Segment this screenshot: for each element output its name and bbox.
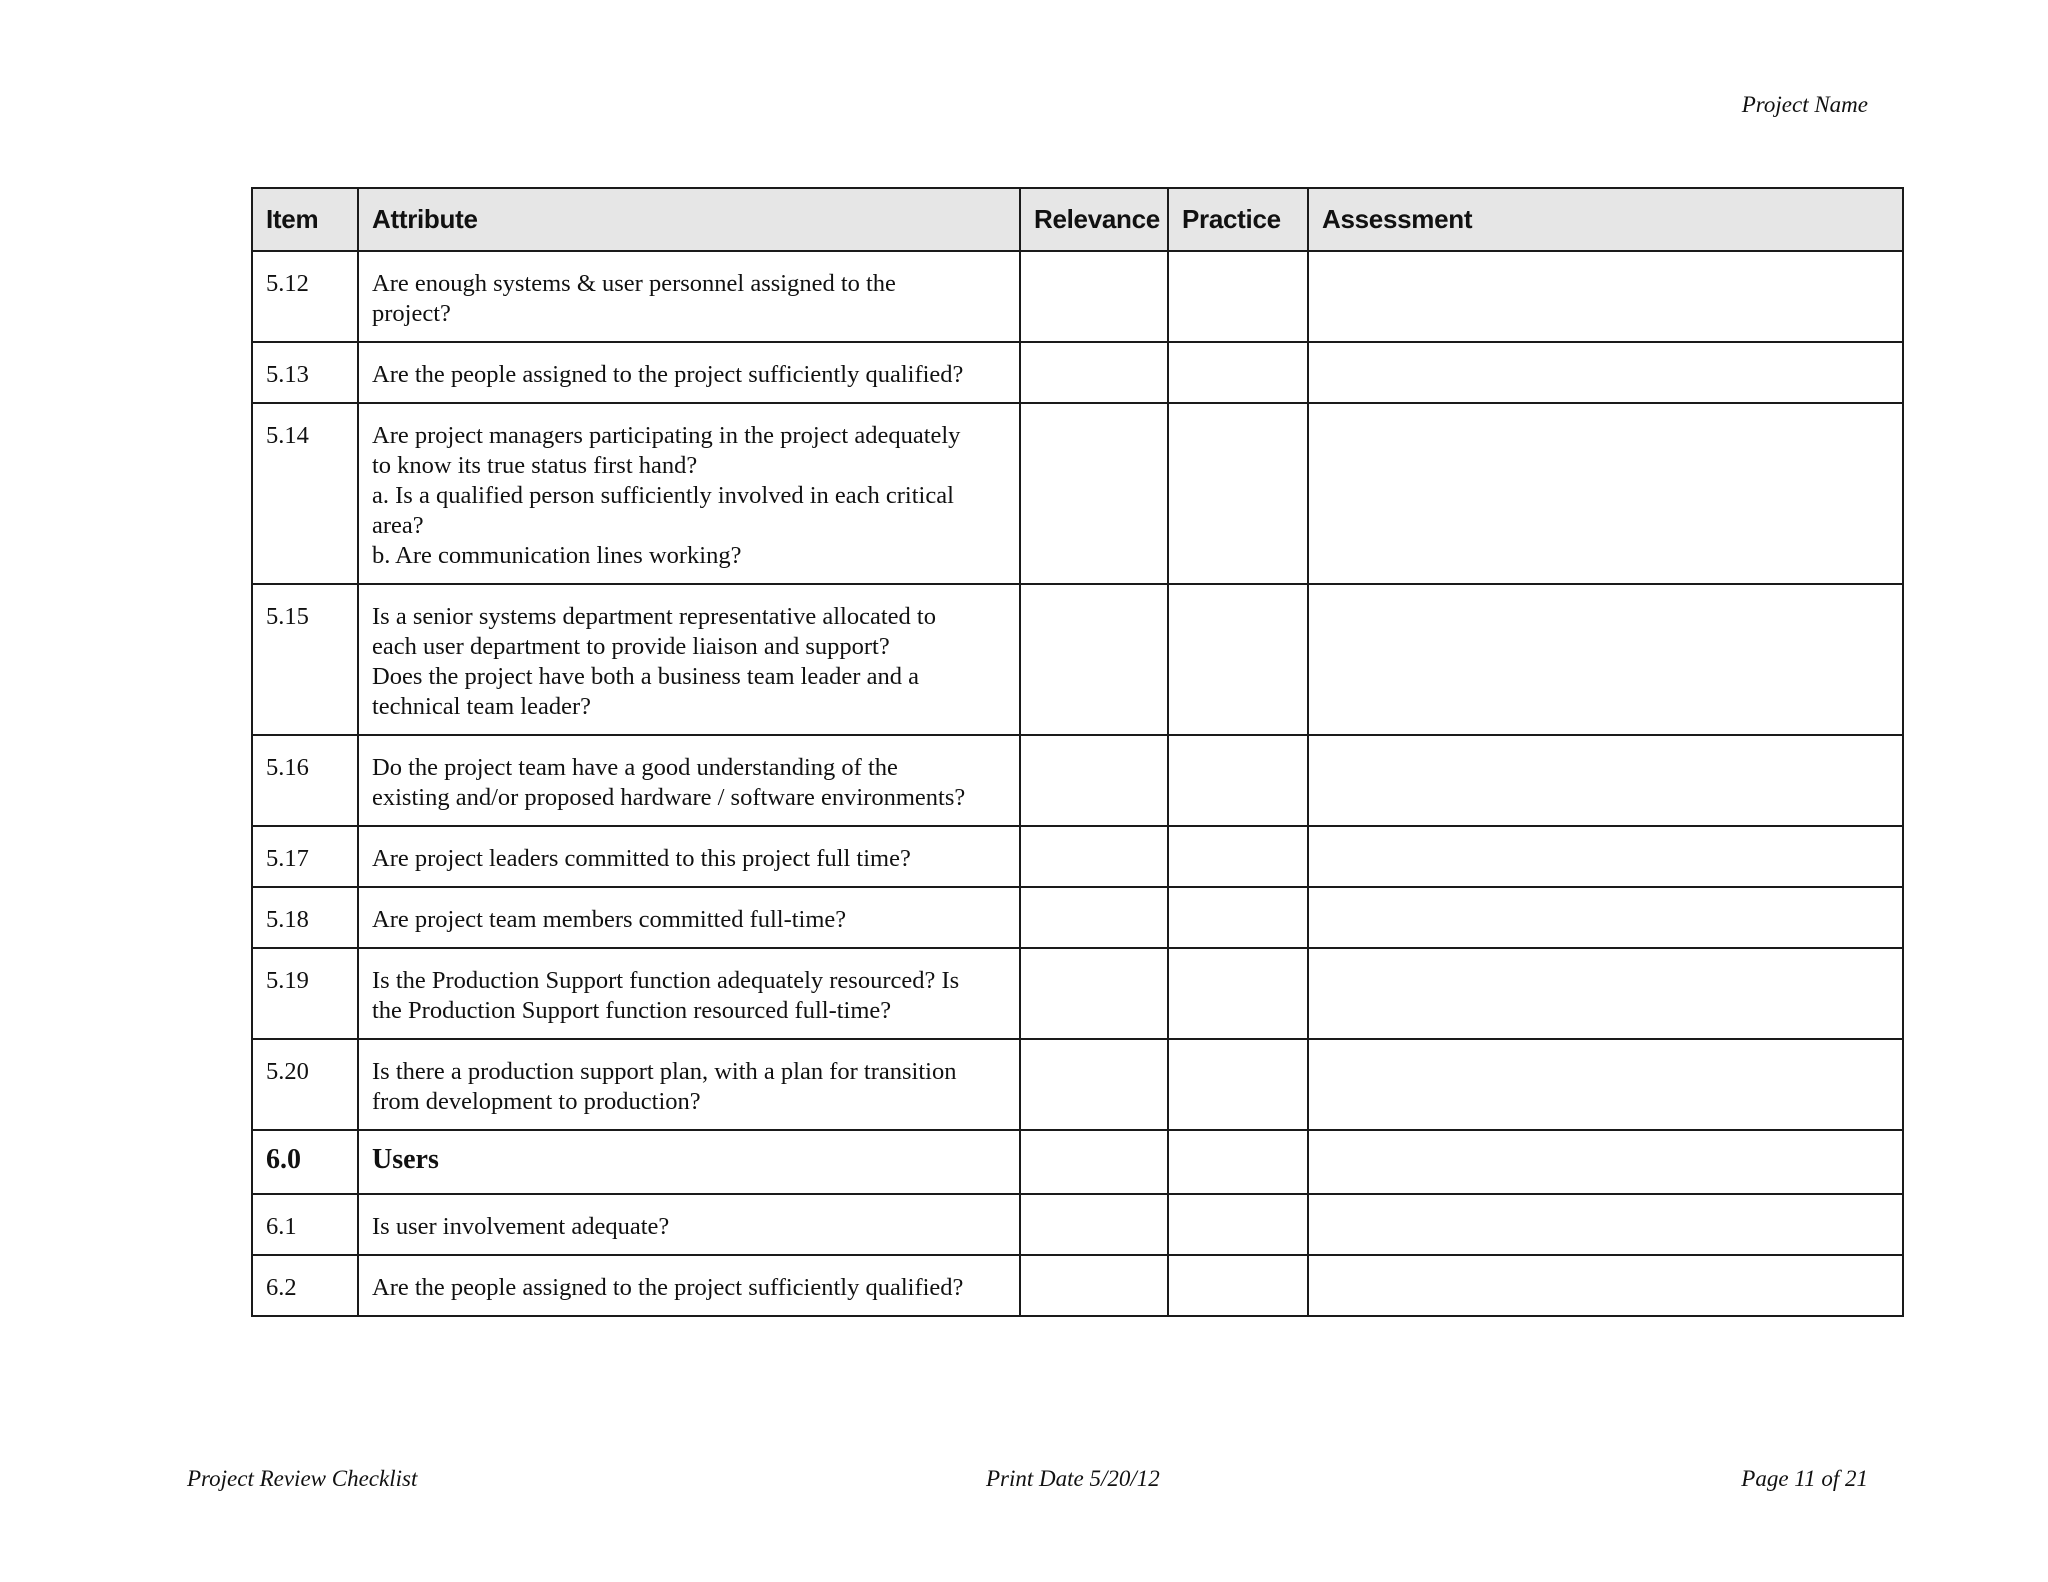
attribute-text-line: Are the people assigned to the project sufficiently qualified?	[372, 361, 964, 388]
attribute-cell	[358, 887, 1020, 948]
attribute-text-line: Are project managers participating in the project adequately	[372, 422, 961, 449]
practice-cell[interactable]	[1168, 1130, 1308, 1194]
relevance-cell[interactable]	[1020, 948, 1168, 1039]
attribute-cell	[358, 735, 1020, 826]
attribute-text-line: Is there a production support plan, with a plan for transition	[372, 1058, 957, 1085]
column-header-practice: Practice	[1168, 188, 1308, 251]
assessment-cell[interactable]	[1308, 1255, 1903, 1316]
relevance-cell[interactable]	[1020, 1255, 1168, 1316]
footer-page-number: Page 11 of 21	[1741, 1466, 1868, 1491]
attribute-text-line: technical team leader?	[372, 693, 591, 720]
attribute-text-line: the Production Support function resourced full-time?	[372, 997, 892, 1024]
practice-cell[interactable]	[1168, 948, 1308, 1039]
table-row	[252, 342, 1903, 403]
attribute-cell	[358, 251, 1020, 342]
attribute-text-line: from development to production?	[372, 1088, 701, 1115]
item-number-cell: 5.13	[252, 342, 358, 403]
relevance-cell[interactable]	[1020, 1039, 1168, 1130]
table-row	[252, 403, 1903, 584]
relevance-cell[interactable]	[1020, 1194, 1168, 1255]
table-row	[252, 251, 1903, 342]
item-number-cell: 5.14	[252, 403, 358, 584]
item-number-cell: 5.20	[252, 1039, 358, 1130]
item-number-cell: 6.1	[252, 1194, 358, 1255]
attribute-text-line: each user department to provide liaison and support?	[372, 633, 890, 660]
relevance-cell[interactable]	[1020, 584, 1168, 735]
attribute-text-line: Do the project team have a good understanding of the	[372, 754, 898, 781]
practice-cell[interactable]	[1168, 251, 1308, 342]
attribute-text-line: Are project team members committed full-time?	[372, 906, 847, 933]
item-number-cell: 5.16	[252, 735, 358, 826]
footer-print-date: Print Date 5/20/12	[986, 1466, 1160, 1491]
table-row	[252, 948, 1903, 1039]
assessment-cell[interactable]	[1308, 826, 1903, 887]
attribute-text-line: Are project leaders committed to this project full time?	[372, 845, 911, 872]
attribute-text-line: to know its true status first hand?	[372, 452, 698, 479]
assessment-cell[interactable]	[1308, 735, 1903, 826]
attribute-text-line: Does the project have both a business team leader and a	[372, 663, 919, 690]
attribute-text-line: Is a senior systems department representative allocated to	[372, 603, 936, 630]
attribute-cell	[358, 948, 1020, 1039]
item-number-cell: 6.0	[252, 1130, 358, 1194]
item-number-cell: 5.17	[252, 826, 358, 887]
attribute-cell	[358, 342, 1020, 403]
attribute-cell	[358, 1130, 1020, 1194]
item-number-cell: 5.15	[252, 584, 358, 735]
assessment-cell[interactable]	[1308, 1194, 1903, 1255]
practice-cell[interactable]	[1168, 1255, 1308, 1316]
item-number-cell: 6.2	[252, 1255, 358, 1316]
relevance-cell[interactable]	[1020, 1130, 1168, 1194]
table-row	[252, 826, 1903, 887]
attribute-text-line: Is user involvement adequate?	[372, 1213, 670, 1240]
attribute-cell	[358, 826, 1020, 887]
column-header-item: Item	[252, 188, 358, 251]
attribute-cell	[358, 403, 1020, 584]
column-header-attribute: Attribute	[358, 188, 1020, 251]
attribute-cell	[358, 1255, 1020, 1316]
relevance-cell[interactable]	[1020, 826, 1168, 887]
attribute-cell	[358, 1039, 1020, 1130]
table-row	[252, 584, 1903, 735]
relevance-cell[interactable]	[1020, 735, 1168, 826]
relevance-cell[interactable]	[1020, 251, 1168, 342]
column-header-assessment: Assessment	[1308, 188, 1903, 251]
practice-cell[interactable]	[1168, 1194, 1308, 1255]
attribute-cell	[358, 584, 1020, 735]
attribute-text-line: Are enough systems & user personnel assigned to the	[372, 270, 896, 297]
table-row	[252, 1255, 1903, 1316]
relevance-cell[interactable]	[1020, 342, 1168, 403]
practice-cell[interactable]	[1168, 342, 1308, 403]
assessment-cell[interactable]	[1308, 887, 1903, 948]
item-number-cell: 5.19	[252, 948, 358, 1039]
table-row	[252, 1194, 1903, 1255]
attribute-cell	[358, 1194, 1020, 1255]
attribute-text-line: b. Are communication lines working?	[372, 542, 742, 569]
practice-cell[interactable]	[1168, 887, 1308, 948]
table-row	[252, 735, 1903, 826]
section-row	[252, 1130, 1903, 1194]
attribute-text-line: area?	[372, 512, 424, 539]
practice-cell[interactable]	[1168, 403, 1308, 584]
assessment-cell[interactable]	[1308, 342, 1903, 403]
assessment-cell[interactable]	[1308, 948, 1903, 1039]
item-number-cell: 5.12	[252, 251, 358, 342]
relevance-cell[interactable]	[1020, 887, 1168, 948]
item-number-cell: 5.18	[252, 887, 358, 948]
assessment-cell[interactable]	[1308, 251, 1903, 342]
practice-cell[interactable]	[1168, 1039, 1308, 1130]
table-header-row	[252, 188, 1903, 251]
attribute-text-line: Are the people assigned to the project sufficiently qualified?	[372, 1274, 964, 1301]
table-row	[252, 887, 1903, 948]
assessment-cell[interactable]	[1308, 403, 1903, 584]
assessment-cell[interactable]	[1308, 584, 1903, 735]
practice-cell[interactable]	[1168, 826, 1308, 887]
assessment-cell[interactable]	[1308, 1130, 1903, 1194]
table-body	[252, 251, 1903, 1316]
practice-cell[interactable]	[1168, 584, 1308, 735]
assessment-cell[interactable]	[1308, 1039, 1903, 1130]
footer-document-title: Project Review Checklist	[187, 1466, 418, 1491]
column-header-relevance: Relevance	[1020, 188, 1168, 251]
relevance-cell[interactable]	[1020, 403, 1168, 584]
attribute-text-line: existing and/or proposed hardware / software environments?	[372, 784, 966, 811]
checklist-table	[251, 187, 1904, 1317]
attribute-text-line: project?	[372, 300, 451, 327]
attribute-text-line: Users	[372, 1144, 439, 1175]
attribute-text-line: Is the Production Support function adequately resourced? Is	[372, 967, 960, 994]
practice-cell[interactable]	[1168, 735, 1308, 826]
table-row	[252, 1039, 1903, 1130]
page-header-project-name: Project Name	[1741, 92, 1868, 117]
attribute-text-line: a. Is a qualified person sufficiently involved in each critical	[372, 482, 954, 509]
